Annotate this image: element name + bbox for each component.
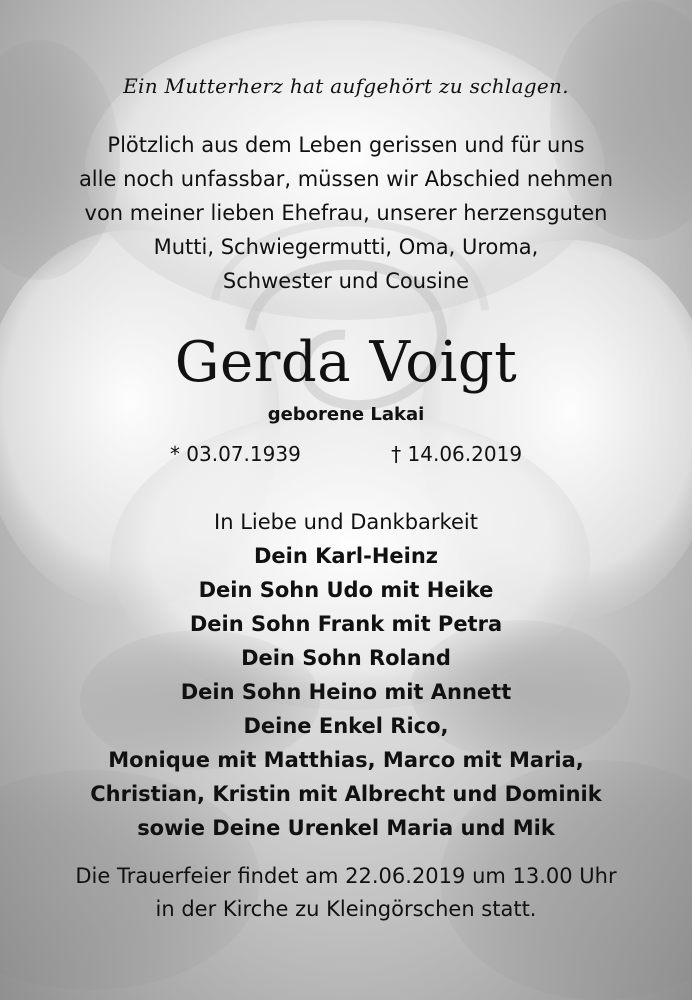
birth-date: * 03.07.1939 (169, 442, 301, 466)
mourner-line: Dein Sohn Roland (241, 646, 451, 670)
intro-text (0, 128, 692, 298)
mourner-line: Christian, Kristin mit Albrecht und Dominik (90, 782, 602, 806)
mourner-line: Deine Enkel Rico, (243, 714, 449, 738)
mourner-line: Dein Sohn Udo mit Heike (198, 578, 494, 602)
mourner-line: sowie Deine Urenkel Maria und Mik (137, 816, 555, 840)
mourner-line: Monique mit Matthias, Marco mit Maria, (108, 748, 584, 772)
mourner-line: Dein Sohn Frank mit Petra (189, 612, 503, 636)
deceased-name: Gerda Voigt (174, 330, 518, 395)
intro-line: Schwester und Cousine (222, 269, 470, 293)
life-dates (0, 442, 692, 466)
intro-line: Mutti, Schwiegermutti, Oma, Uroma, (153, 235, 539, 259)
ceremony-line: Die Trauerfeier findet am 22.06.2019 um 13.00 Uhr (75, 864, 617, 888)
mourners-list (0, 505, 692, 845)
motto: Ein Mutterherz hat aufgehört zu schlagen. (123, 74, 569, 98)
ceremony-info (0, 860, 692, 926)
maiden-name: geborene Lakai (267, 404, 425, 425)
intro-line: Plötzlich aus dem Leben gerissen und für uns (107, 133, 585, 157)
ceremony-line: in der Kirche zu Kleingörschen statt. (155, 897, 537, 921)
intro-line: alle noch unfassbar, müssen wir Abschied nehmen (78, 167, 614, 191)
mourner-line: Dein Karl-Heinz (253, 544, 439, 568)
intro-line: von meiner lieben Ehefrau, unserer herzensguten (84, 201, 608, 225)
death-date: † 14.06.2019 (391, 442, 523, 466)
mourner-line: Dein Sohn Heino mit Annett (180, 680, 512, 704)
mourners-intro: In Liebe und Dankbarkeit (214, 510, 478, 534)
